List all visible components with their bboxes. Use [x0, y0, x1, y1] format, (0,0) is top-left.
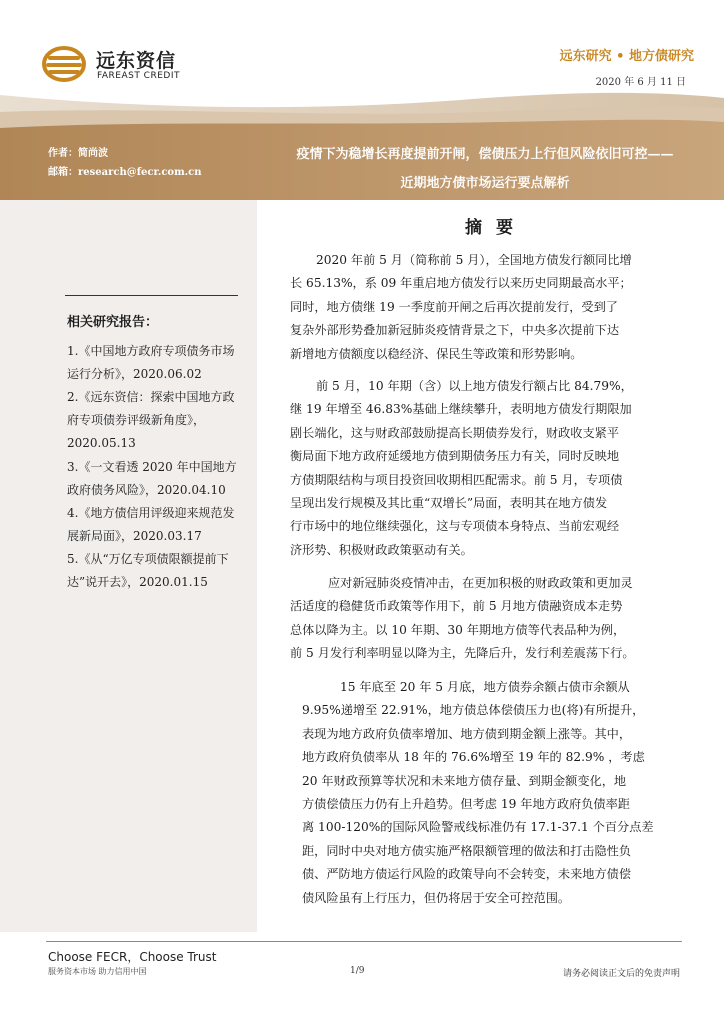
paragraph-line: 总体以降为主。以 10 年期、30 年期地方债等代表品种为例，: [290, 622, 626, 637]
report-line: 4.《地方债信用评级迎来规范发: [67, 506, 235, 520]
paragraph-line: 长 65.13%，系 09 年重启地方债发行以来历史同期最高水平；: [290, 276, 632, 291]
paragraph-line: 继 19 年增至 46.83%基础上继续攀升，表明地方债发行期限加: [290, 402, 632, 417]
author-email[interactable]: 邮箱：research@fecr.com.cn: [48, 167, 202, 178]
related-report-item: [67, 456, 237, 502]
paragraph-line: 地方政府负债率从 18 年的 76.6%增至 19 年的 82.9% ，考虑: [302, 750, 645, 765]
paragraph-line: 前 5 月发行利率明显以降为主，先降后升，发行利差震荡下行。: [290, 646, 635, 661]
logo-chinese-name: 远东资信: [96, 50, 177, 72]
paragraph-line: 15 年底至 20 年 5 月底，地方债券余额占债市余额从: [340, 680, 630, 694]
author: 作者：简尚波: [48, 148, 108, 159]
paragraph-line: 同时，地方债继 19 一季度前开闸之后再次提前发行，受到了: [290, 299, 618, 314]
paragraph-line: 离 100-120%的国际风险警戒线标准仍有 17.1-37.1 个百分点差: [302, 820, 654, 835]
paragraph-line: 衡局面下地方政府延缓地方债到期债务压力有关，同时反映地: [290, 449, 620, 464]
disclaimer-note: 请务必阅读正文后的免责声明: [562, 969, 680, 979]
paragraph-line: 表现为地方政府负债率增加、地方债到期金额上涨等。其中，: [302, 726, 632, 741]
related-report-item: [67, 386, 234, 455]
related-report-item: [67, 502, 234, 548]
page-number: 1/9: [350, 966, 365, 976]
paragraph-line: 债、严防地方债运行风险的政策导向不会转变，未来地方债偿: [302, 867, 632, 882]
paragraph-line: 应对新冠肺炎疫情冲击，在更加积极的财政政策和更加灵: [328, 576, 633, 590]
paragraph-line: 方债期限结构与项目投资回收期相匹配需求。前 5 月，专项债: [290, 472, 623, 487]
related-reports-heading: 相关研究报告：: [67, 315, 159, 330]
paragraph-line: 债风险虽有上行压力，但仍将居于安全可控范围。: [302, 890, 571, 905]
paragraph-line: 复杂外部形势叠加新冠肺炎疫情背景之下，中央多次提前下达: [290, 323, 620, 338]
paragraph-line: 9.95%递增至 22.91%，地方债总体偿债压力也(将)有所提升，: [302, 703, 645, 718]
paragraph-line: 呈现出发行规模及其比重“双增长”局面，表明其在地方债发: [290, 496, 608, 511]
paragraph-line: 2020 年前 5 月（简称前 5 月），全国地方债发行额同比增: [316, 253, 632, 267]
abstract-paragraph: [290, 572, 635, 666]
paragraph-line: 活适度的稳健货币政策等作用下，前 5 月地方债融资成本走势: [290, 599, 623, 614]
paragraph-line: 20 年财政预算等状况和未来地方债存量、到期金额变化，地: [302, 773, 627, 788]
report-line: 政府债务风险》，2020.04.10: [67, 483, 226, 497]
logo-mark-icon: [40, 44, 88, 84]
paragraph-line: 方债偿债压力仍有上升趋势。但考虑 19 年地方政府负债率距: [302, 797, 630, 812]
abstract-title: 摘 要: [465, 218, 517, 238]
report-line: 展新局面》，2020.03.17: [67, 529, 202, 543]
paragraph-line: 前 5 月，10 年期（含）以上地方债发行额占比 84.79%，: [316, 379, 633, 393]
related-report-item: [67, 548, 229, 594]
paragraph-line: 行市场中的地位继续强化，这与专项债本身特点、当前宏观经: [290, 519, 620, 534]
report-line: 5.《从“万亿专项债限额提前下: [67, 552, 229, 566]
abstract-paragraph: [302, 676, 654, 910]
report-line: 运行分析》，2020.06.02: [67, 367, 202, 381]
report-line: 府专项债券评级新角度》，: [67, 413, 206, 427]
paragraph-line: 距，同时中央对地方债实施严格限额管理的做法和打击隐性负: [302, 843, 632, 858]
report-series: 远东研究 • 地方债研究: [559, 49, 694, 64]
report-line: 2.《远东资信：探索中国地方政: [67, 390, 235, 404]
paragraph-line: 济形势、积极财政政策驱动有关。: [290, 542, 473, 557]
report-line: 3.《一文看透 2020 年中国地方: [67, 460, 237, 474]
report-title-line-1: 疫情下为稳增长再度提前开闸，偿债压力上行但风险依旧可控——: [296, 147, 674, 162]
paragraph-line: 剧长端化，这与财政部鼓励提高长期债券发行，财政收支紧平: [290, 425, 620, 440]
footer-divider: [46, 941, 682, 942]
logo-english-name: FAREAST CREDIT: [97, 71, 180, 81]
report-line: 2020.05.13: [67, 436, 136, 450]
abstract-paragraph: [290, 375, 633, 562]
footer-sub-slogan: 服务资本市场 助力信用中国: [48, 967, 147, 976]
sidebar-divider: [65, 295, 238, 296]
report-date: 2020 年 6 月 11 日: [595, 77, 686, 88]
related-report-item: [67, 340, 234, 386]
footer-slogan: Choose FECR，Choose Trust: [48, 950, 217, 964]
report-title-line-2: 近期地方债市场运行要点解析: [400, 176, 570, 191]
report-line: 1.《中国地方政府专项债务市场: [67, 344, 235, 358]
abstract-paragraph: [290, 249, 632, 366]
report-line: 达”说开去》，2020.01.15: [67, 575, 208, 589]
paragraph-line: 新增地方债额度以稳经济、保民生等政策和形势影响。: [290, 346, 583, 361]
